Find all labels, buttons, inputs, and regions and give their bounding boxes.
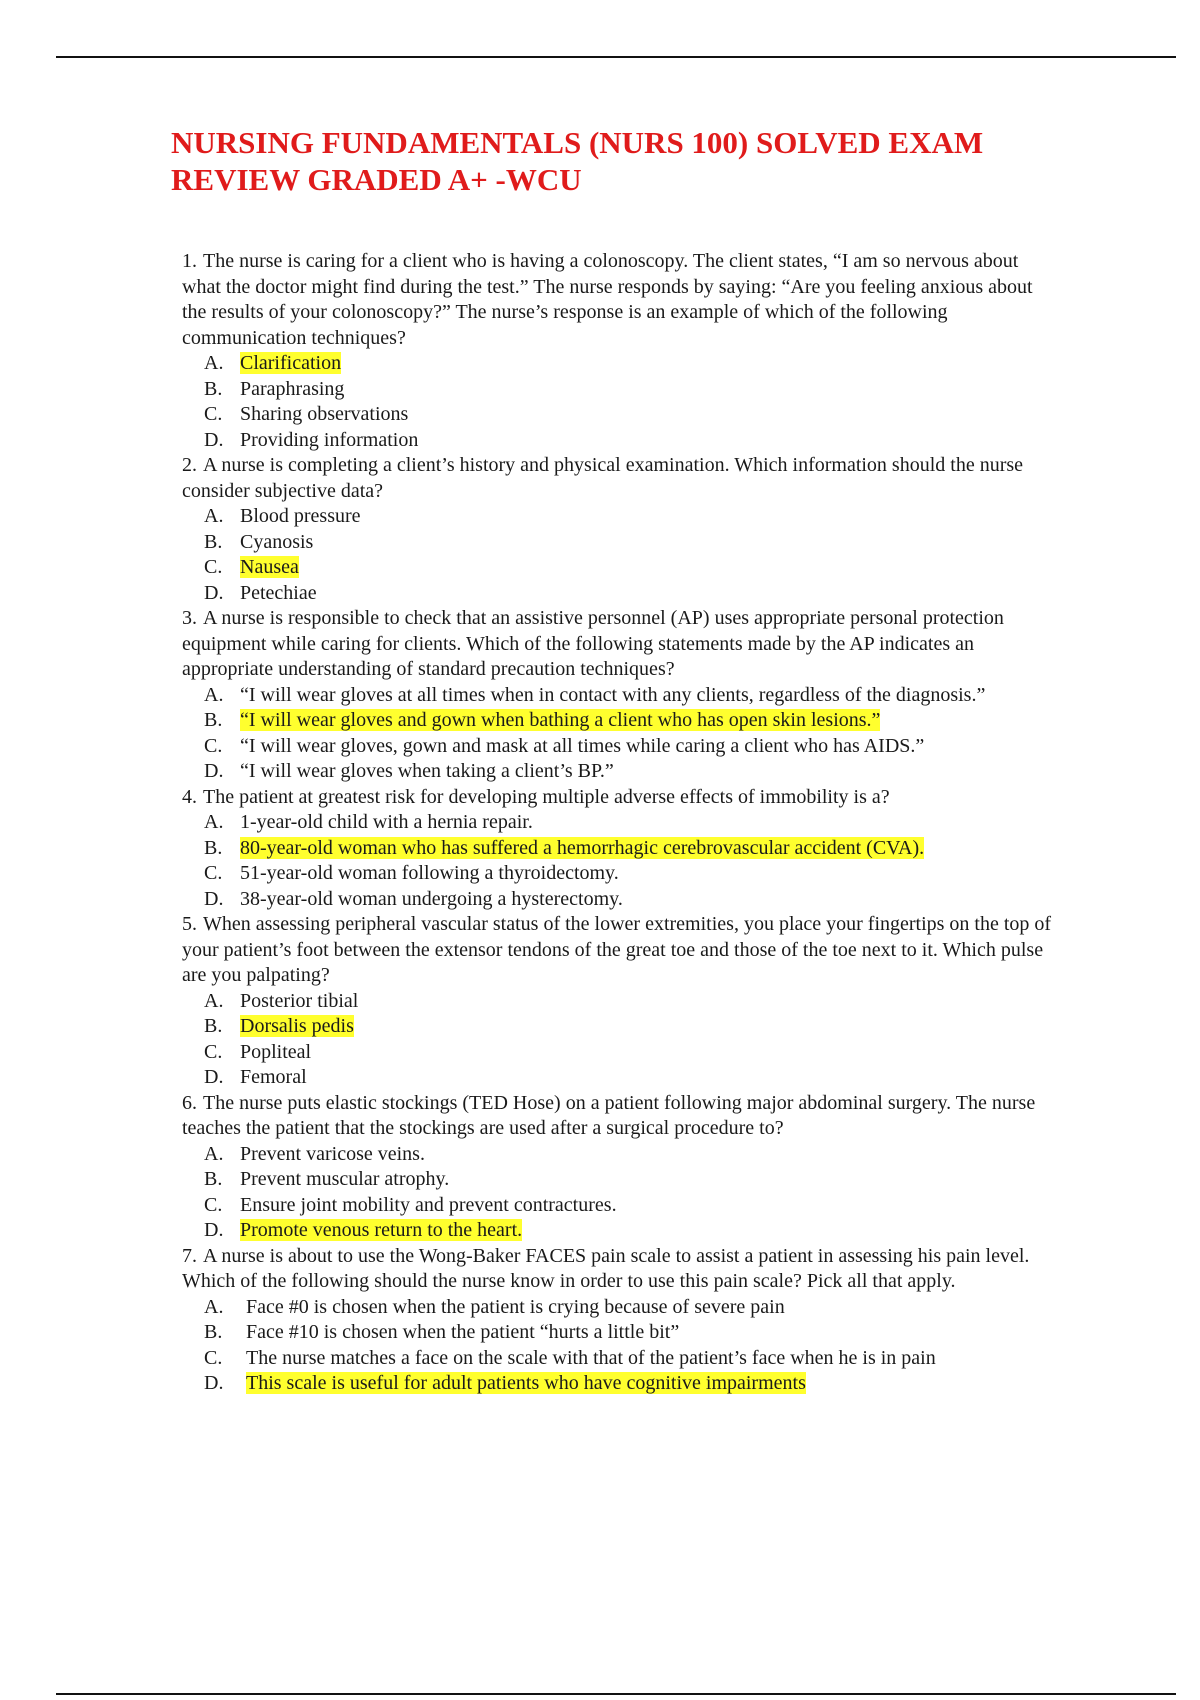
question-text: The nurse puts elastic stockings (TED Hose) on a patient following major abdominal surgery. The nurse teaches the patient that the stockings are used after a surgical procedure to? (182, 1091, 1036, 1139)
question-stem (182, 785, 1052, 811)
option-text-wrap (240, 1193, 1052, 1219)
question-list (182, 249, 1052, 1397)
option-text-wrap (240, 555, 1052, 581)
option-text: The nurse matches a face on the scale with that of the patient’s face when he is in pain (246, 1346, 936, 1369)
answer-option (204, 428, 1052, 454)
answer-option (204, 1295, 1052, 1321)
option-letter: A. (204, 1295, 224, 1318)
option-text-highlighted: 80-year-old woman who has suffered a hemorrhagic cerebrovascular accident (CVA). (240, 836, 925, 859)
question-7 (182, 1244, 1052, 1397)
option-letter: B. (204, 377, 223, 400)
option-text-wrap (240, 1040, 1052, 1066)
answer-option (204, 810, 1052, 836)
option-letter: C. (204, 862, 223, 884)
answer-option (204, 759, 1052, 785)
answer-options (182, 989, 1052, 1091)
question-number: 1. (182, 250, 197, 272)
option-text-wrap (240, 861, 1052, 887)
top-rule (56, 56, 1176, 58)
option-letter: C. (204, 1193, 223, 1216)
option-letter: A. (204, 989, 224, 1012)
option-letter: D. (204, 428, 224, 451)
option-text-highlighted: Nausea (240, 556, 299, 578)
option-letter: C. (204, 1346, 223, 1369)
option-text-highlighted: Dorsalis pedis (240, 1015, 354, 1037)
answer-options (182, 810, 1052, 912)
option-text-wrap (240, 1167, 1052, 1193)
bottom-rule (56, 1693, 1176, 1695)
question-2 (182, 453, 1052, 606)
answer-option (204, 1065, 1052, 1091)
option-text: 1-year-old child with a hernia repair. (240, 811, 533, 833)
option-text: 38-year-old woman undergoing a hysterectomy. (240, 887, 623, 910)
option-text-wrap (246, 1295, 1052, 1321)
option-text-wrap (246, 1346, 1052, 1372)
option-text: “I will wear gloves, gown and mask at all times while caring a client who has AIDS.” (240, 734, 925, 757)
option-letter: B. (204, 530, 223, 553)
answer-option (204, 1014, 1052, 1040)
answer-options (182, 1142, 1052, 1244)
option-text-wrap (240, 402, 1052, 428)
option-text-wrap (240, 708, 1052, 734)
option-text-wrap (240, 581, 1052, 607)
question-number: 3. (182, 607, 197, 629)
option-text-wrap (240, 734, 1052, 760)
question-stem (182, 606, 1052, 683)
option-text: 51-year-old woman following a thyroidectomy. (240, 862, 619, 884)
answer-option (204, 1346, 1052, 1372)
option-text: Face #10 is chosen when the patient “hurts a little bit” (246, 1321, 680, 1343)
answer-option (204, 351, 1052, 377)
answer-option (204, 989, 1052, 1015)
option-text: Popliteal (240, 1040, 312, 1063)
option-letter: C. (204, 1040, 223, 1063)
option-text: Prevent muscular atrophy. (240, 1168, 450, 1190)
answer-options (182, 351, 1052, 453)
question-text: When assessing peripheral vascular status of the lower extremities, you place your fingertips on the top of your patient’s foot between the extensor tendons of the great toe and those of the toe next to it. Which pulse are you palpating? (182, 913, 1052, 986)
option-text: Providing information (240, 428, 419, 451)
option-letter: D. (204, 760, 224, 782)
option-letter: B. (204, 1168, 223, 1190)
question-number: 6. (182, 1091, 197, 1114)
option-letter: D. (204, 1066, 224, 1088)
answer-option (204, 1371, 1052, 1397)
answer-option (204, 836, 1052, 862)
option-text: “I will wear gloves at all times when in contact with any clients, regardless of the diagnosis.” (240, 683, 986, 706)
option-letter: A. (204, 505, 224, 527)
answer-option (204, 1320, 1052, 1346)
answer-option (204, 734, 1052, 760)
option-text-wrap (240, 504, 1052, 530)
answer-option (204, 504, 1052, 530)
option-text-wrap (240, 351, 1052, 377)
answer-option (204, 887, 1052, 913)
question-number: 5. (182, 913, 197, 935)
question-stem (182, 1244, 1052, 1295)
option-text: Prevent varicose veins. (240, 1142, 425, 1165)
answer-options (182, 1295, 1052, 1397)
option-text-wrap (240, 1218, 1052, 1244)
question-6 (182, 1091, 1052, 1244)
option-letter: C. (204, 556, 223, 578)
option-text-wrap (240, 836, 1052, 862)
option-letter: C. (204, 734, 223, 757)
answer-option (204, 1040, 1052, 1066)
option-text-wrap (240, 530, 1052, 556)
question-number: 4. (182, 785, 197, 808)
option-text: Sharing observations (240, 403, 409, 425)
option-letter: B. (204, 1015, 223, 1037)
option-text-highlighted: This scale is useful for adult patients who have cognitive impairments (246, 1372, 806, 1394)
answer-option (204, 708, 1052, 734)
document-title: NURSING FUNDAMENTALS (NURS 100) SOLVED EXAM REVIEW GRADED A+ -WCU (171, 125, 984, 197)
option-letter: D. (204, 887, 224, 910)
option-text: Paraphrasing (240, 377, 345, 400)
question-stem (182, 249, 1052, 351)
question-1 (182, 249, 1052, 453)
answer-option (204, 1193, 1052, 1219)
option-letter: B. (204, 1321, 223, 1343)
answer-option (204, 1167, 1052, 1193)
answer-option (204, 683, 1052, 709)
option-text-wrap (240, 1065, 1052, 1091)
option-text-wrap (240, 1142, 1052, 1168)
answer-option (204, 861, 1052, 887)
question-number: 2. (182, 454, 197, 476)
option-letter: A. (204, 811, 224, 833)
option-text: Petechiae (240, 581, 317, 604)
option-text: Posterior tibial (240, 989, 359, 1012)
option-text: Ensure joint mobility and prevent contractures. (240, 1193, 617, 1216)
answer-option (204, 377, 1052, 403)
option-text-highlighted: Promote venous return to the heart. (240, 1219, 523, 1241)
question-text: A nurse is completing a client’s history and physical examination. Which information should the nurse consider subjective data? (182, 454, 1024, 502)
option-letter: A. (204, 1142, 224, 1165)
question-5 (182, 912, 1052, 1091)
option-letter: D. (204, 1372, 224, 1394)
option-text-wrap (240, 887, 1052, 913)
option-text: Femoral (240, 1066, 307, 1088)
question-4 (182, 785, 1052, 913)
question-number: 7. (182, 1244, 197, 1267)
option-text: Cyanosis (240, 530, 314, 553)
option-letter: A. (204, 683, 224, 706)
question-stem (182, 912, 1052, 989)
question-stem (182, 453, 1052, 504)
answer-option (204, 581, 1052, 607)
answer-option (204, 1142, 1052, 1168)
option-letter: B. (204, 709, 223, 731)
answer-option (204, 530, 1052, 556)
answer-options (182, 683, 1052, 785)
option-text: Blood pressure (240, 505, 361, 527)
option-text-wrap (240, 428, 1052, 454)
option-letter: A. (204, 352, 224, 374)
option-text-wrap (246, 1320, 1052, 1346)
answer-option (204, 402, 1052, 428)
option-text-wrap (240, 377, 1052, 403)
option-letter: C. (204, 403, 223, 425)
option-text: “I will wear gloves when taking a client’s BP.” (240, 760, 614, 782)
option-text-highlighted: “I will wear gloves and gown when bathing a client who has open skin lesions.” (240, 709, 881, 731)
question-stem (182, 1091, 1052, 1142)
answer-option (204, 555, 1052, 581)
question-3 (182, 606, 1052, 785)
option-text-wrap (240, 810, 1052, 836)
question-text: The patient at greatest risk for developing multiple adverse effects of immobility is a? (203, 785, 890, 808)
answer-options (182, 504, 1052, 606)
answer-option (204, 1218, 1052, 1244)
question-text: A nurse is responsible to check that an assistive personnel (AP) uses appropriate personal protection equipment while caring for clients. Which of the following statements made by the AP indicates an appropriate understanding of standard precaution techniques? (182, 607, 1004, 680)
option-text-highlighted: Clarification (240, 352, 342, 374)
question-text: A nurse is about to use the Wong-Baker FACES pain scale to assist a patient in assessing his pain level. Which of the following should the nurse know in order to use this pain scale? Pick all that apply. (182, 1244, 1030, 1292)
option-text-wrap (240, 1014, 1052, 1040)
option-text-wrap (240, 759, 1052, 785)
option-text-wrap (240, 683, 1052, 709)
question-text: The nurse is caring for a client who is having a colonoscopy. The client states, “I am so nervous about what the doctor might find during the test.” The nurse responds by saying: “Are you feeling anxious about the results of your colonoscopy?” The nurse’s response is an example of which of the following communication techniques? (182, 250, 1033, 349)
option-letter: D. (204, 581, 224, 604)
option-letter: B. (204, 836, 223, 859)
option-text: Face #0 is chosen when the patient is crying because of severe pain (246, 1295, 785, 1318)
option-text-wrap (240, 989, 1052, 1015)
option-letter: D. (204, 1219, 224, 1241)
option-text-wrap (246, 1371, 1052, 1397)
